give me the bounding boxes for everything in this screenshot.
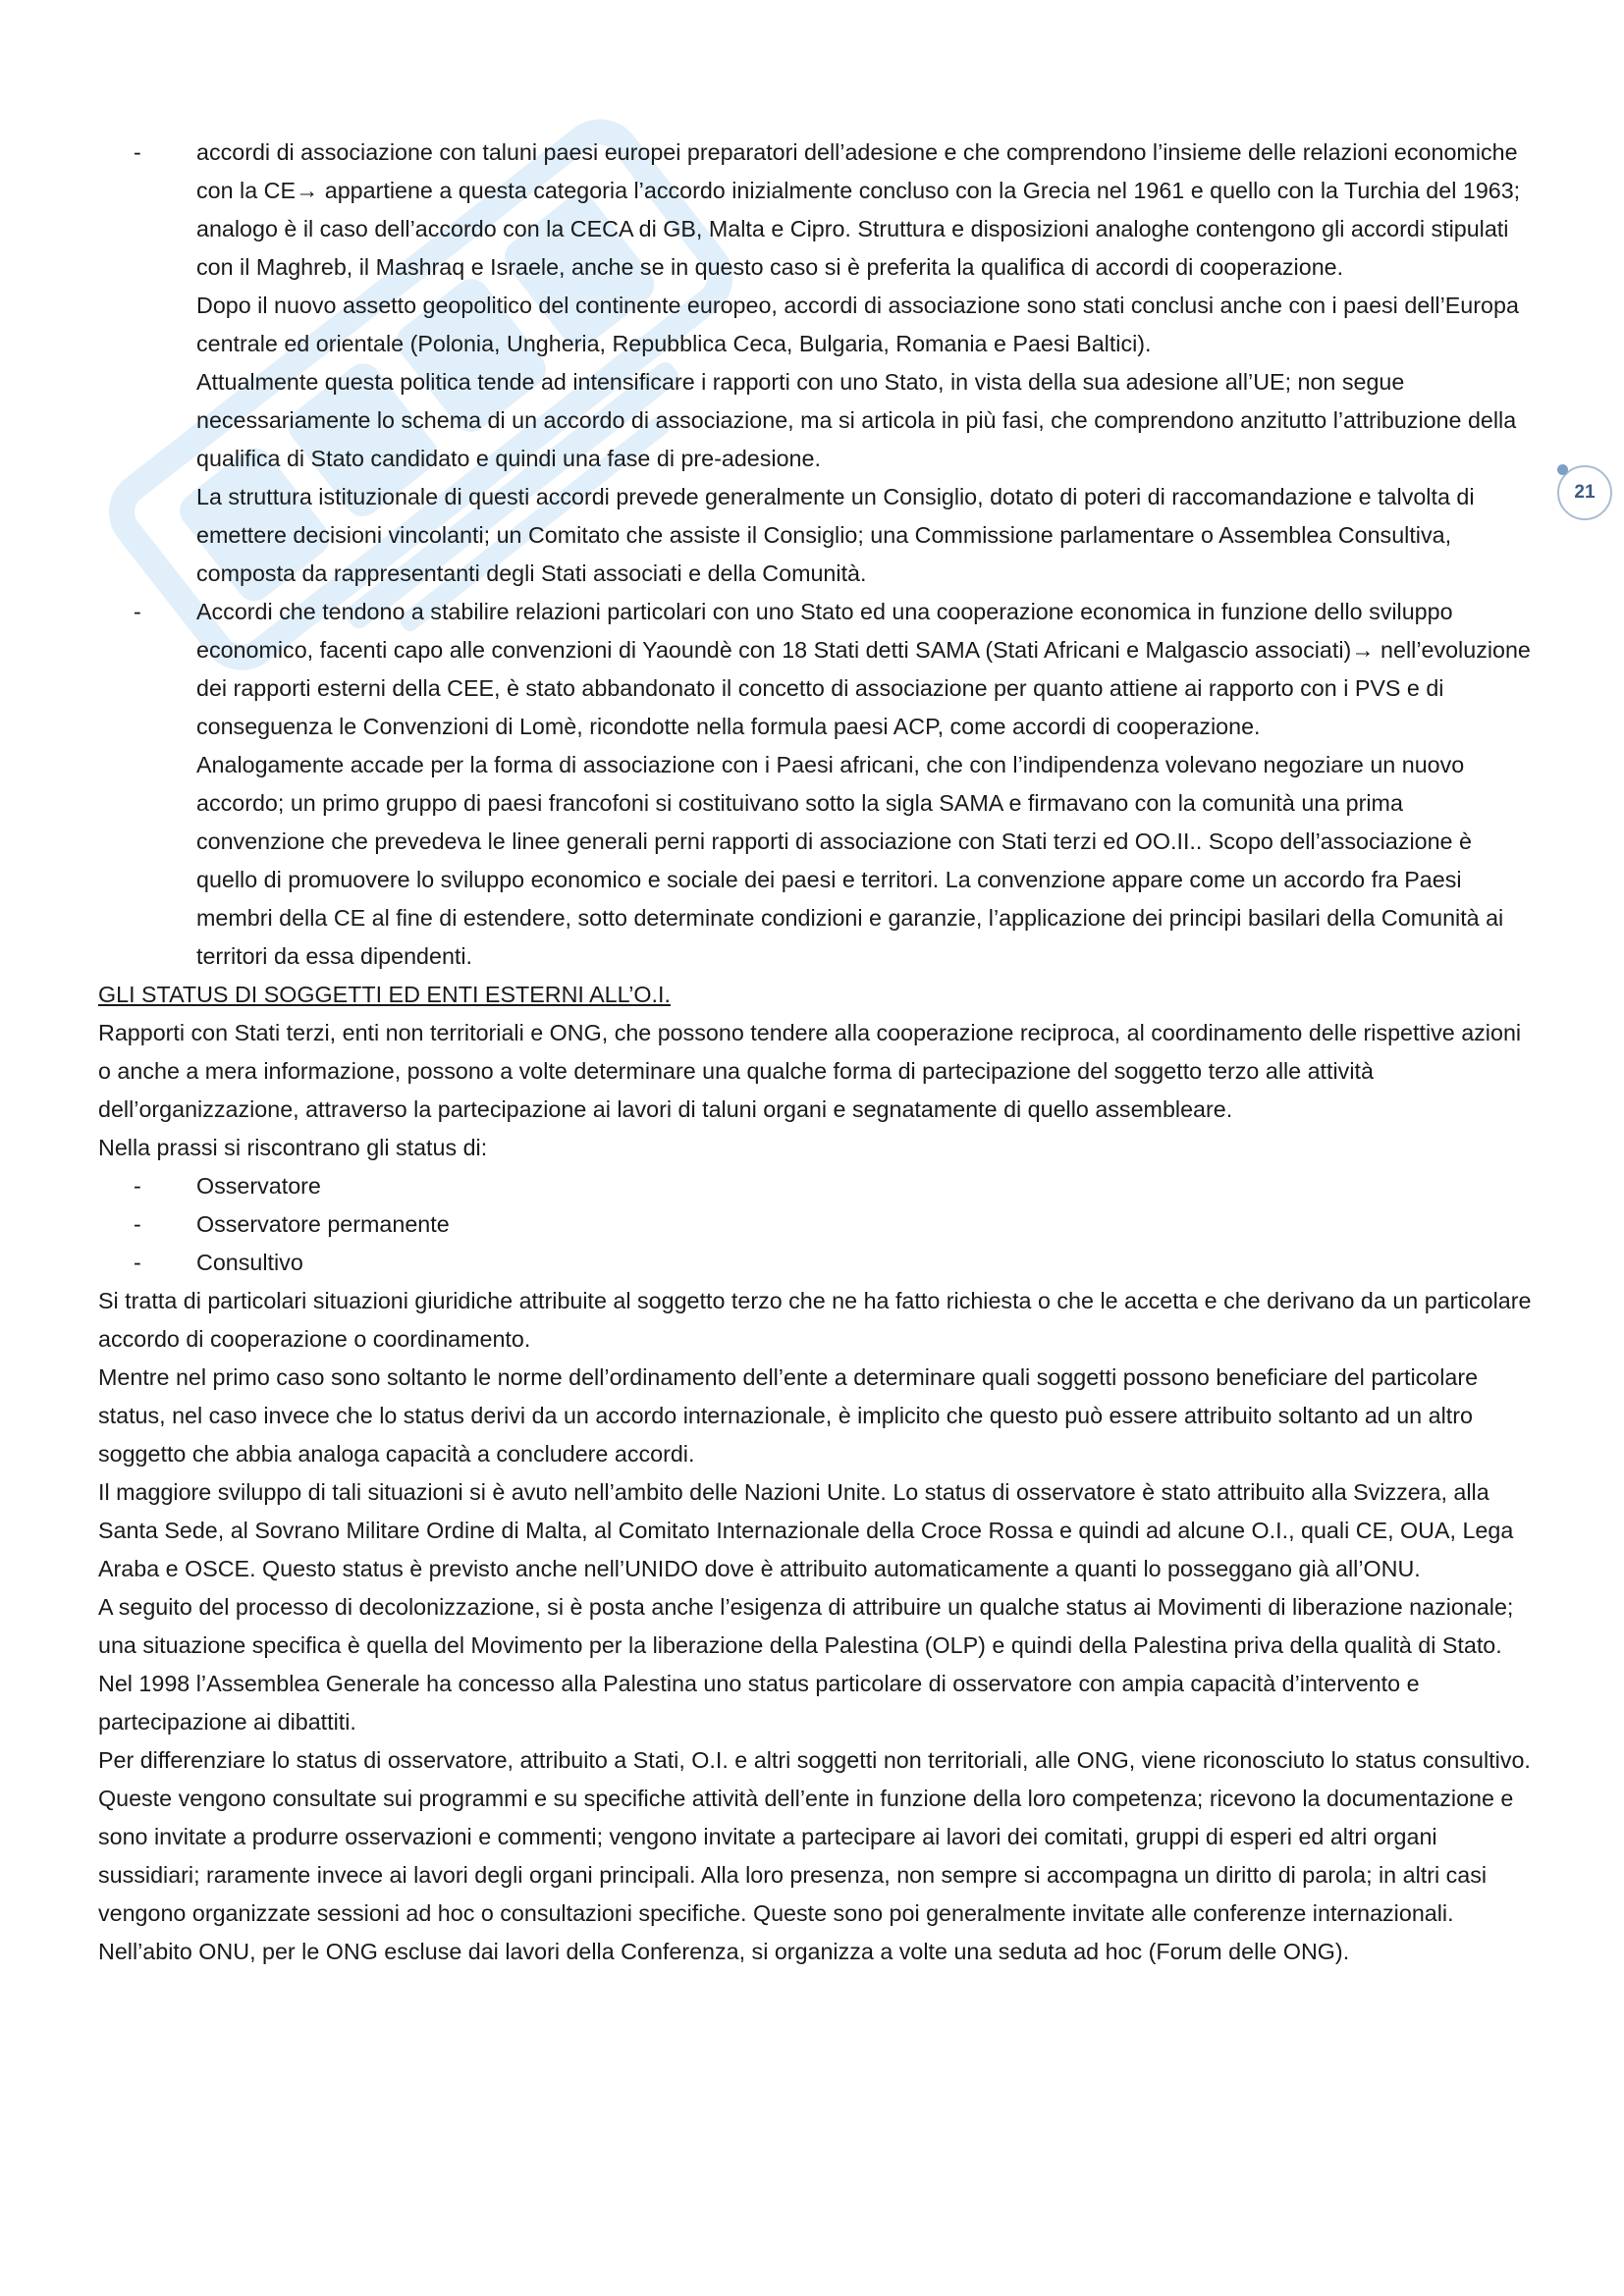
status-label: Consultivo — [196, 1250, 303, 1275]
status-list-item — [98, 1205, 1532, 1244]
paragraph: Mentre nel primo caso sono soltanto le norme dell’ordinamento dell’ente a determinare quali soggetti possono beneficiare del particolare status, nel caso invece che lo status derivi da un accordo internazionale, è implicito che questo può essere attribuito soltanto ad un altro soggetto che abbia analoga capacità a concludere accordi. — [98, 1364, 1479, 1467]
paragraph: Rapporti con Stati terzi, enti non territoriali e ONG, che possono tendere alla cooperazione reciproca, al coordinamento delle rispettive azioni o anche a mera informazione, possono a volte determinare una qualche forma di partecipazione del soggetto terzo alle attività dell’organizzazione, attraverso la partecipazione ai lavori di taluni organi e segnatamente di quello assembleare. — [98, 1020, 1522, 1122]
paragraph: Dopo il nuovo assetto geopolitico del continente europeo, accordi di associazione sono stati conclusi anche con i paesi dell’Europa centrale ed orientale (Polonia, Ungheria, Repubblica Ceca, Bulgaria, Romania e Paesi Baltici). — [196, 293, 1519, 356]
paragraph: La struttura istituzionale di questi accordi prevede generalmente un Consiglio, dotato di poteri di raccomandazione e talvolta di emettere decisioni vincolanti; un Comitato che assiste il Consiglio; una Commissione parlamentare o Assemblea Consultiva, composta da rappresentanti degli Stati associati e della Comunità. — [196, 484, 1475, 586]
list-marker: - — [134, 1173, 141, 1199]
list-item-accordi-cooperazione — [98, 593, 1532, 976]
paragraph: Analogamente accade per la forma di associazione con i Paesi africani, che con l’indipendenza volevano negoziare un nuovo accordo; un primo gruppo di paesi francofoni si costituivano sotto la sigla SAMA e firmavano con la comunità una prima convenzione che prevedeva le linee generali perni rapporti di associazione con Stati terzi ed OO.II.. Scopo dell’associazione è quello di promuovere lo sviluppo economico e sociale dei paesi e territori. La convenzione appare come un accordo fra Paesi membri della CE al fine di estendere, sotto determinate condizioni e garanzie, l’applicazione dei principi basilari della Comunità ai territori da essa dipendenti. — [196, 752, 1504, 969]
paragraph: A seguito del processo di decolonizzazione, si è posta anche l’esigenza di attribuire un qualche status ai Movimenti di liberazione nazionale; una situazione specifica è quella del Movimento per la liberazione della Palestina (OLP) e quindi della Palestina priva della qualità di Stato. Nel 1998 l’Assemblea Generale ha concesso alla Palestina uno status particolare di osservatore con ampia capacità d’intervento e partecipazione ai dibattiti. — [98, 1594, 1514, 1735]
paragraph: accordi di associazione con taluni paesi europei preparatori dell’adesione e che comprendono l’insieme delle relazioni economiche con la CE→ appartiene a questa categoria l’accordo inizialmente concluso con la Grecia nel 1961 e quello con la Turchia del 1963; analogo è il caso dell’accordo con la CECA di GB, Malta e Cipro. Struttura e disposizioni analoghe contengono gli accordi stipulati con il Maghreb, il Mashraq e Israele, anche se in questo caso si è preferita la qualifica di accordi di cooperazione. — [196, 139, 1521, 280]
paragraph: Accordi che tendono a stabilire relazioni particolari con uno Stato ed una cooperazione economica in funzione dello sviluppo economico, facenti capo alle convenzioni di Yaoundè con 18 Stati detti SAMA (Stati Africani e Malgascio associati)→ nell’evoluzione dei rapporti esterni della CEE, è stato abbandonato il concetto di associazione per quanto attiene ai rapporto con i PVS e di conseguenza le Convenzioni di Lomè, ricondotte nella formula paesi ACP, come accordi di cooperazione. — [196, 599, 1531, 739]
list-marker: - — [134, 599, 141, 624]
status-label: Osservatore — [196, 1173, 321, 1199]
page-number: 21 — [1574, 482, 1596, 503]
paragraph: Il maggiore sviluppo di tali situazioni si è avuto nell’ambito delle Nazioni Unite. Lo status di osservatore è stato attribuito alla Svizzera, alla Santa Sede, al Sovrano Militare Ordine di Malta, al Comitato Internazionale della Croce Rossa e quindi ad alcune O.I., quali CE, OUA, Lega Araba e OSCE. Questo status è previsto anche nell’UNIDO dove è attribuito automaticamente a quanti lo posseggano già all’ONU. — [98, 1479, 1514, 1581]
document-body — [98, 133, 1532, 1971]
list-item-associazione-europea — [98, 133, 1532, 593]
paragraph: Attualmente questa politica tende ad intensificare i rapporti con uno Stato, in vista della sua adesione all’UE; non segue necessariamente lo schema di un accordo di associazione, ma si articola in più fasi, che comprendono anzitutto l’attribuzione della qualifica di Stato candidato e quindi una fase di pre-adesione. — [196, 369, 1517, 471]
section-heading: GLI STATUS DI SOGGETTI ED ENTI ESTERNI ALL’O.I. — [98, 982, 671, 1007]
paragraph: Per differenziare lo status di osservatore, attribuito a Stati, O.I. e altri soggetti non territoriali, alle ONG, viene riconosciuto lo status consultivo. Queste vengono consultate sui programmi e su specifiche attività dell’ente in funzione della loro competenza; ricevono la documentazione e sono invitate a produrre osservazioni e commenti; vengono invitate a partecipare ai lavori dei comitati, gruppi di esperi ed altri organi sussidiari; raramente invece ai lavori degli organi principali. Alla loro presenza, non sempre si accompagna un diritto di parola; in altri casi vengono organizzate sessioni ad hoc o consultazioni specifiche. Queste sono poi generalmente invitate alle conferenze internazionali. Nell’abito ONU, per le ONG escluse dai lavori della Conferenza, si organizza a volte una seduta ad hoc (Forum delle ONG). — [98, 1747, 1531, 1964]
status-label: Osservatore permanente — [196, 1211, 450, 1237]
paragraph: Si tratta di particolari situazioni giuridiche attribuite al soggetto terzo che ne ha fatto richiesta o che le accetta e che derivano da un particolare accordo di cooperazione o coordinamento. — [98, 1288, 1532, 1352]
paragraph: Nella prassi si riscontrano gli status di: — [98, 1135, 488, 1160]
list-marker: - — [134, 1211, 141, 1237]
status-list-item — [98, 1244, 1532, 1282]
list-marker: - — [134, 1250, 141, 1275]
page-number-dot — [1557, 464, 1568, 475]
status-list-item — [98, 1167, 1532, 1205]
list-marker: - — [134, 139, 141, 165]
page-number-badge — [1557, 465, 1612, 520]
